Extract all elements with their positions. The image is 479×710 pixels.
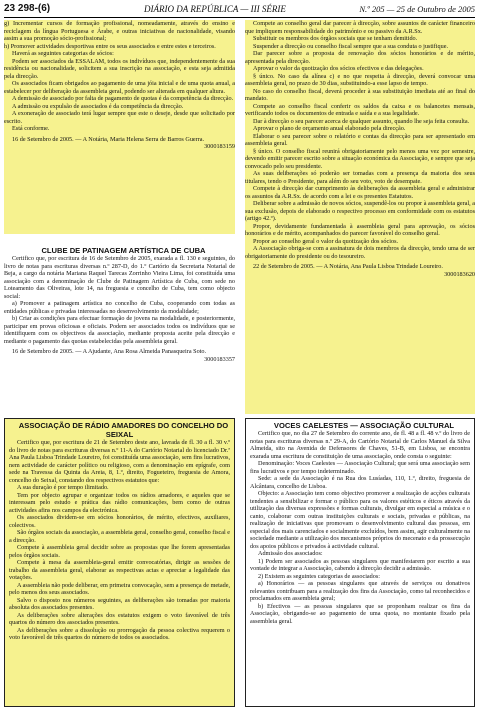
journal-title: DIÁRIO DA REPÚBLICA — III SÉRIE [144, 4, 286, 14]
paragraph: Propor ao conselho geral o valor da quotização dos sócios. [253, 237, 399, 245]
paragraph: A sua duração é por tempo ilimitado. [17, 484, 109, 491]
signature-date: 22 de Setembro de 2005. — A Notária, Ana Paula Lisboa Trindade Loureiro. [253, 263, 443, 270]
paragraph: As deliberações sobre a dissolução ou prorrogação da pessoa colectiva requerem o voto favorável de três quartos do número de todos os associados. [9, 626, 230, 641]
paragraph: São órgãos sociais da associação, a assembleia geral, conselho geral, conselho fiscal e a direcção. [9, 529, 230, 544]
paragraph: b) Criar as condições para efectuar formação de jovens na modalidade, e posteriormente, participar em provas oficiosas e oficiais. Podem ser associados todos os indivíduos que se identifiquem com os objectivos da associação, mediante proposta aceite pela direcção e mediante o pagamento das quotas estabelecidas pela assembleia geral. [4, 315, 235, 345]
clube-patinagem-block [4, 246, 235, 412]
paragraph: Deliberar sobre a admissão de novos sócios, suspendê-los ou propor à assembleia geral, a sua exclusão, depois de elaborado o respectivo processo em conformidade com os estatutos (artigo 42.º). [245, 200, 475, 222]
paragraph: Certifico que, por escritura de 16 de Setembro de 2005, exarada a fl. 130 e seguintes, do livro de notas para escrituras diversas n.º 287-D, do 1.º Cartório da Secretaria Notarial de Beja, a cargo da notária Mariana Raquel Tarecas Zorrinho Vieira Lima, foi constituída uma associação com a denominação de Clube de Patinagem Artística de Cuba, com sede no Loteamento das Oliveiras, lote 14, na freguesia e concelho de Cuba, tem como objecto social: [4, 255, 235, 300]
paragraph: As deliberações sobre alterações dos estatutos exigem o voto favorável de três quartos do número dos associados presentes. [9, 611, 230, 626]
paragraph: Compete ao conselho fiscal conferir os saldos da caixa e os balancetes mensais, verificando todos os documentos de entrada e saída e a sua legalidade. [245, 102, 475, 117]
paragraph: 1) Podem ser associados as pessoas singulares que manifestarem por escrito a sua vontade de integrar a Associação, cabendo à direcção decidir a admissão. [250, 557, 470, 572]
radio-amadores-block [4, 418, 235, 707]
paragraph: Objecto: a Associação tem como objectivo promover a realização de acções culturais tendentes a sensibilizar e formar o público para os valores estéticos e éticos através da utilização das diversas expressões e formas culturais, divulgar em especial a música e o canto, colaborar com outras instituições culturais e sociais, privadas e públicas, na realização de iniciativas que promovam o desenvolvimento cultural das pessoas, em especial dos mais carenciados e socialmente excluídos, bem assim, agir culturalmente na sociedade mediante a utilização dos mecanismos próprios do mecenato e da prossecução dos apoios públicos e privados à actividade cultural. [250, 490, 470, 550]
paragraph: Dar parecer sobre a proposta de renovação dos sócios honorários e de mérito, apresentada pela direcção. [245, 50, 475, 65]
paragraph: Compete à mesa da assembleia-geral emitir convocatórias, dirigir as sessões de trabalho da assembleia geral, elaborar as respectivas actas e apreciar a legalidade das votações. [9, 559, 230, 581]
paragraph: As suas deliberações só poderão ser tomadas com a presença da maioria dos seus titulares, tendo o Presidente, para além do seu voto, voto de desempate. [245, 170, 475, 185]
paragraph: Salvo o disposto nos números seguintes, as deliberações são tomadas por maioria absoluta dos associados presentes. [9, 596, 230, 611]
page-number: 23 298-(6) [4, 3, 51, 14]
paragraph: Aprovar o valor da quotização dos sócios efectivos e das delegações. [253, 65, 424, 72]
paragraph: Dar à direcção o seu parecer acerca de qualquer assunto, quando lhe seja feita consulta. [253, 117, 470, 125]
paragraph: Haverá as seguintes categorias de sócios: [12, 50, 114, 57]
paragraph: A exoneração de associado terá lugar sempre que este o deseje, desde que solicitado por escrito. [4, 110, 235, 125]
paragraph: Podem ser associados da ESSALAM, todos os indivíduos que, independentemente da sua residência ou nacionalidade, solicitem a sua inscrição na associação, e esta seja admitida pela direcção. [4, 57, 235, 80]
paragraph: Os associados dividem-se em sócios honorários, de mérito, efectivos, auxiliares, colectivos. [9, 514, 230, 529]
paragraph: Compete ao conselho geral dar parecer à direcção, sobre assuntos de carácter financeiro que impliquem responsabilidade do património e ou passivo da A.R.Sx. [245, 20, 475, 35]
paragraph: A demissão de associado por falta de pagamento de quotas é da competência da direcção. [12, 95, 234, 102]
section-title: ASSOCIAÇÃO DE RÁDIO AMADORES DO CONCELHO DO SEIXAL [18, 421, 229, 439]
paragraph: Elaborar o seu parecer sobre o relatório e contas da direcção para ser apresentado em assembleia geral. [245, 132, 475, 147]
paragraph: Suspender a direcção ou conselho fiscal sempre que a sua conduta o justifique. [253, 42, 449, 50]
paragraph: Sede: a sede da Associação é na Rua dos Lusíadas, 110, 1.º, direito, freguesia de Alcântara, concelho de Lisboa. [250, 475, 470, 490]
paragraph: A assembleia não pode deliberar, em primeira convocação, sem a presença de metade, pelo menos dos seus associados. [9, 581, 230, 596]
paragraph: Está conforme. [12, 125, 50, 132]
paragraph: Os associados ficam obrigados ao pagamento de uma jóia inicial e de uma quota anual, a estabelecer por deliberação da assembleia geral, podendo ser alterada em qualquer altura. [4, 80, 235, 95]
paragraph: Propor, devidamente fundamentada à assembleia geral para aprovação, os sócios honorários e de mérito, acompanhados do parecer favorável do conselho geral. [245, 222, 475, 237]
section-title: CLUBE DE PATINAGEM ARTÍSTICA DE CUBA [41, 246, 206, 255]
paragraph: 2) Existem as seguintes categorias de associados: [258, 572, 380, 580]
doc-number: 3000183357 [204, 355, 235, 363]
paragraph: § único. No caso da alínea c) e no que respeita à direcção, deverá convocar uma assembleia geral, no prazo de 30 dias, substituindo-a esse lapso de tempo. [245, 72, 475, 87]
paragraph: Aprovar o plano de orçamento anual elaborado pela direcção. [253, 125, 406, 132]
paragraph: Admissão dos associados: [258, 550, 323, 557]
paragraph: a) Promover a patinagem artística no concelho de Cuba, cooperando com todas as entidades públicas e privadas interessadas no desenvolvimento da modalidade; [4, 300, 235, 315]
paragraph: g) Incrementar cursos de formação profissional, nomeadamente, através do ensino e reciclagem da língua Portuguesa e Árabe, e outras iniciativas de nacionalidade, visando assim a sua promoção sócio-profissional; [4, 20, 235, 42]
doc-number: 3000183620 [444, 270, 475, 278]
essalam-block [4, 20, 235, 234]
page-header [4, 3, 475, 18]
paragraph: Certifico que, no dia 27 de Setembro do corrente ano, de fl. 48 a fl. 48 v.º do livro de notas para escrituras diversas n.º 29-A, do Cartório Notarial de Carlos Manuel da Silva Almeida, sito na Avenida de Defensores de Chaves, 51-B, em Lisboa, se encontra exarada uma escritura de constituição de uma associação, onde consta o seguinte: [250, 430, 470, 460]
paragraph: Substituir os membros dos órgãos sociais que se tenham demitido. [253, 35, 418, 42]
paragraph: No caso do conselho fiscal, deverá proceder à sua substituição imediata até ao final do mandato. [245, 87, 475, 102]
paragraph: a) Honorários — as pessoas singulares que através de serviços ou donativos relevantes contribuam para a realização dos fins da Associação, como tal reconhecidos e proclamados em assembleia geral; [250, 580, 470, 602]
radio-amadores-continued-block [245, 20, 475, 414]
paragraph: h) Promover actividades desportivas entre os seus associados e entre estes e terceiros. [4, 42, 216, 50]
signature-date: 16 de Setembro de 2005. — A Ajudante, Ana Rosa Almeida Panasqueira Soto. [12, 348, 207, 355]
paragraph: Certifico que, por escritura de 21 de Setembro deste ano, lavrada de fl. 30 a fl. 30 v.º do livro de notas para escrituras diversas n.º 11-A do Cartório Notarial do licenciado Dr.ª Ana Paula Lisboa Trindade Loureiro, foi constituída uma associação, sem fins lucrativos, nem actividade de carácter político ou religioso, com a denominação em epígrafe, com sede na Travessa da Quinta da Areia, 8, 1.º, direito, Fogueteiro, freguesia de Amora, concelho do Seixal, constando dos respectivos estatutos que: [9, 439, 230, 484]
paragraph: Compete à assembleia geral decidir sobre as propostas que lhe forem apresentadas pelos órgãos sociais. [9, 544, 230, 559]
section-title: VOCES CAELESTES — ASSOCIAÇÃO CULTURAL [273, 421, 455, 430]
signature-date: 16 de Setembro de 2005. — A Notária, Maria Helena Serra de Barros Guerra. [12, 135, 205, 143]
paragraph: Tem por objecto agrupar e organizar todos os rádios amadores, e aqueles que se interessam pelo estudo e prática das rádio comunicações, bem como de outras actividades afins nos campos da electrónica. [9, 491, 230, 514]
issue-date: N.º 205 — 25 de Outubro de 2005 [359, 4, 475, 14]
doc-number: 3000183159 [204, 143, 235, 150]
paragraph: A admissão ou expulsão de associados é da competência da direcção. [12, 102, 184, 110]
paragraph: Compete à direcção dar cumprimento às deliberações da assembleia geral e administrar os assuntos da A.R.Sx. de acordo com a lei e os presentes Estatutos. [245, 185, 475, 200]
paragraph: § único. O conselho fiscal reunirá obrigatoriamente pelo menos uma vez por semestre, devendo emitir parecer escrito sobre a situação económica da Associação, e sempre que seja convocado pelo seu presidente. [245, 147, 475, 170]
paragraph: b) Efectivos — as pessoas singulares que se proponham realizar os fins da Associação, obrigando-se ao pagamento de uma quota, no montante fixado pela assembleia geral. [250, 602, 470, 625]
paragraph: A Associação obriga-se com a assinatura de dois membros da direcção, tendo uma de ser obrigatoriamente do presidente ou do tesoureiro. [245, 245, 475, 260]
voces-caelestes-block [245, 418, 475, 707]
paragraph: Denominação: Voces Caelestes — Associação Cultural; que será uma associação sem fins lucrativos e por tempo indeterminado. [250, 460, 470, 475]
